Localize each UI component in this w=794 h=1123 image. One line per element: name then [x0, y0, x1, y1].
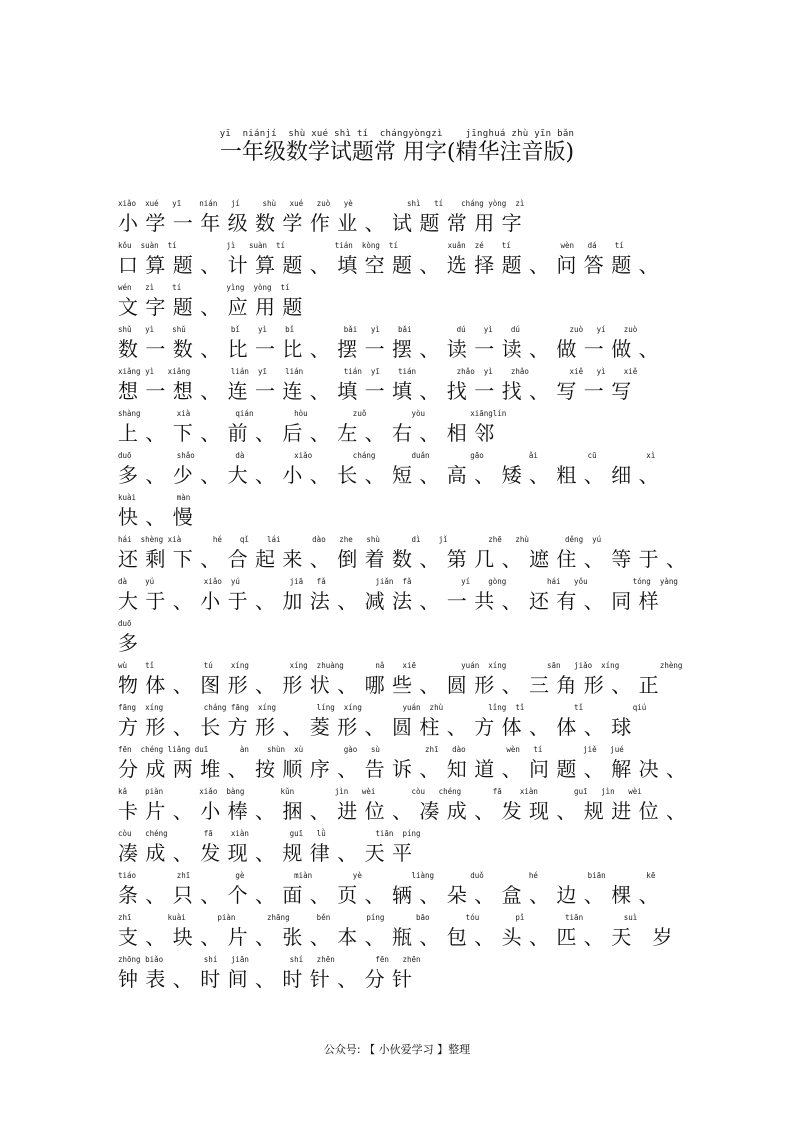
character-line [118, 282, 678, 324]
line-pinyin: duō shǎo dà xiǎo cháng duǎn gāo ǎi cū xì [118, 451, 656, 460]
character-line [118, 660, 683, 702]
character-list [118, 198, 694, 996]
line-pinyin: dà yú xiǎo yú jiā fǎ jiǎn fǎ yí gòng hái yǒu tóng yàng [118, 577, 678, 586]
line-pinyin: shàng xià qián hòu zuǒ yòu xiānglín [118, 409, 507, 418]
line-characters: 分成两堆、按顺序、告诉、知道、问题、解决、 [118, 757, 694, 781]
character-line [118, 618, 678, 660]
line-pinyin: xiǎo xué yī nián jí shù xué zuò yè shì tí cháng yòng zì [118, 199, 525, 208]
page-title: 一年级数学试题常 用字(精华注音版) [219, 140, 575, 165]
line-characters: 还剩下、合起来、倒着数、第几、遮住、等于、 [118, 547, 694, 571]
line-pinyin: tiáo zhī gè miàn yè liàng duǒ hé biān kē [118, 871, 656, 880]
line-pinyin: xiǎng yì xiǎng lián yī lián tián yī tián zhǎo yì zhǎo xiě yì xiě [118, 367, 638, 376]
line-characters: 物体、图形、形状、哪些、圆形、三角形、正 [118, 673, 666, 697]
line-pinyin: fēn chéng liǎng duī àn shùn xù gào sù zhī dào wèn tí jiě jué [118, 745, 624, 754]
line-characters: 方形、长方形、菱形、圆柱、方体、体、球 [118, 715, 639, 739]
character-line [118, 450, 678, 492]
line-pinyin: zhōng biǎo shí jiān shí zhēn fēn zhēn [118, 955, 421, 964]
line-characters: 钟表、时间、时针、分针 [118, 967, 420, 991]
line-pinyin: fāng xíng cháng fāng xíng líng xíng yuán zhù lǐng tǐ tǐ qiú [118, 703, 647, 712]
character-line [118, 870, 678, 912]
character-line [118, 366, 678, 408]
line-pinyin: còu chéng fā xiàn guī lǜ tiān píng [118, 829, 421, 838]
line-characters: 条、只、个、面、页、辆、朵、盒、边、棵、 [118, 883, 666, 907]
character-line [118, 534, 694, 576]
line-pinyin: zhī kuài piàn zhāng běn píng bāo tóu pǐ tiān suì [118, 913, 638, 922]
line-characters: 多、少、大、小、长、短、高、矮、粗、细、 [118, 463, 666, 487]
character-line [118, 702, 678, 744]
line-characters: 快、慢 [118, 505, 201, 529]
character-line [118, 492, 678, 534]
title-block [0, 128, 794, 166]
line-characters: 数一数、比一比、摆一摆、读一读、做一做、 [118, 337, 666, 361]
line-pinyin: kǎ piàn xiǎo bàng kǔn jìn wèi còu chéng fā xiàn guī jìn wèi [118, 787, 642, 796]
line-pinyin: kǒu suàn tí jì suàn tí tián kòng tí xuǎn zé tí wèn dá tí [118, 241, 624, 250]
character-line [118, 240, 678, 282]
line-characters: 卡片、小棒、捆、进位、凑成、发现、规进位、 [118, 799, 694, 823]
line-pinyin: hái shèng xià hé qǐ lái dào zhe shù dì jǐ zhē zhù děng yú [118, 535, 602, 544]
footer-note: 公众号: 【 小伙爱学习 】整理 [323, 1043, 471, 1056]
character-line [118, 786, 694, 828]
character-line [118, 744, 694, 786]
character-line [118, 828, 678, 870]
line-characters: 文字题、应用题 [118, 295, 310, 319]
line-pinyin: wén zì tí yìng yòng tí [118, 283, 290, 292]
line-pinyin: kuài màn [118, 493, 191, 502]
character-line [118, 408, 678, 450]
line-characters: 小学一年级数学作业、试题常用字 [118, 211, 529, 235]
line-pinyin: shǔ yì shǔ bǐ yì bǐ bǎi yì bǎi dú yì dú zuò yí zuò [118, 325, 638, 334]
character-line [118, 954, 678, 996]
character-line [118, 912, 678, 954]
line-characters: 想一想、连一连、填一填、找一找、写一写 [118, 379, 639, 403]
title-pinyin: yī niánjí shù xué shì tí chángyòngzì jīnghuá zhù yīn bǎn [219, 129, 575, 139]
line-characters: 上、下、前、后、左、右、相邻 [118, 421, 502, 445]
line-characters: 口算题、计算题、填空题、选择题、问答题、 [118, 253, 666, 277]
character-line [118, 576, 678, 618]
character-line [118, 198, 678, 240]
line-characters: 多 [118, 631, 146, 655]
line-characters: 支、块、片、张、本、瓶、包、头、匹、天 岁 [118, 925, 680, 949]
line-pinyin: duō [118, 619, 132, 628]
line-characters: 大于、小于、加法、减法、一共、还有、同样 [118, 589, 666, 613]
character-line [118, 324, 678, 366]
line-pinyin: wù tǐ tú xíng xíng zhuàng nǎ xiē yuán xíng sān jiǎo xíng zhèng [118, 661, 683, 670]
line-characters: 凑成、发现、规律、天平 [118, 841, 420, 865]
